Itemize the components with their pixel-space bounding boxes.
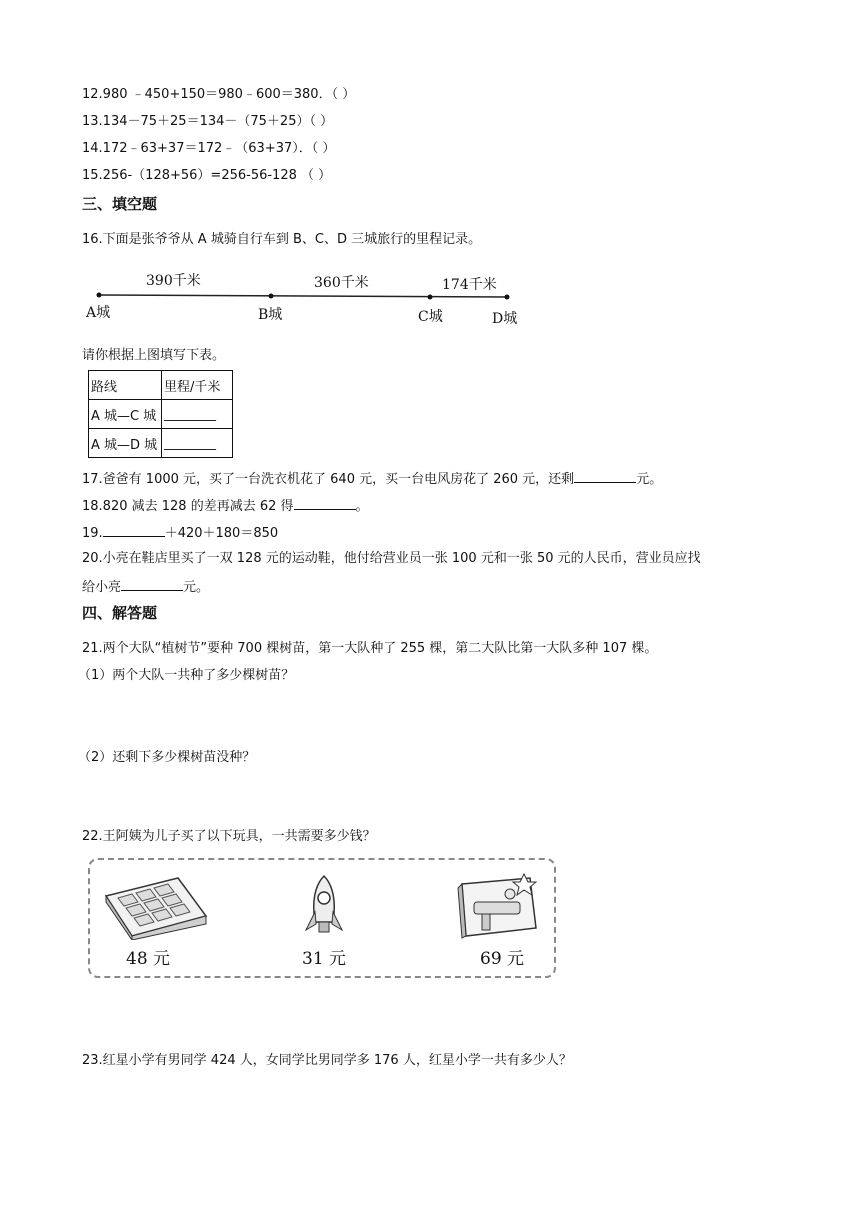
- table-cell-route: A 城—D 城: [89, 429, 162, 458]
- toy-boxed-set-icon: [456, 868, 542, 940]
- table-row: [89, 429, 233, 458]
- question-20-line1: 20.小亮在鞋店里买了一双 128 元的运动鞋，他付给营业员一张 100 元和一张 50 元的人民币，营业员应找: [82, 551, 701, 566]
- segment-ab-label: 390千米: [146, 273, 201, 289]
- city-b-label: B城: [258, 307, 283, 323]
- question-21-part1: （1）两个大队一共种了多少棵树苗？: [78, 668, 295, 683]
- route-table: [88, 370, 233, 458]
- question-17: [82, 469, 662, 489]
- answer-blank[interactable]: [103, 523, 165, 537]
- city-d-label: D城: [492, 311, 518, 327]
- question-21-part2: （2）还剩下多少棵树苗没种？: [78, 750, 256, 765]
- city-point-c: [428, 295, 433, 300]
- question-19-expression: ＋420＋180＝850: [164, 526, 279, 541]
- city-c-label: C城: [418, 309, 443, 325]
- question-19: [82, 523, 278, 543]
- table-cell-blank[interactable]: ________: [162, 429, 233, 458]
- city-point-a: [97, 293, 102, 298]
- answer-blank[interactable]: [574, 469, 636, 483]
- puzzle-price: 48 元: [126, 949, 171, 969]
- question-14: 14.172﹣63+37＝172﹣（63+37）．（ ）: [82, 141, 336, 156]
- question-16: 16.下面是张爷爷从 A 城骑自行车到 B、C、D 三城旅行的里程记录。: [82, 232, 482, 247]
- question-18: [82, 496, 369, 516]
- table-header-row: [89, 371, 233, 400]
- answer-blank[interactable]: [294, 496, 356, 510]
- question-21: 21.两个大队“植树节”要种 700 棵树苗，第一大队种了 255 棵，第二大队比第一大队多种 107 棵。: [82, 641, 658, 656]
- question-20-line2: [82, 577, 209, 597]
- table-cell-route: A 城—C 城: [89, 400, 162, 429]
- question-18-text: 18.820 减去 128 的差再减去 62 得: [82, 499, 294, 514]
- answer-blank[interactable]: [121, 577, 183, 591]
- question-20-unit: 元。: [183, 580, 210, 595]
- toy-price-panel: [88, 858, 556, 978]
- segment-cd-label: 174千米: [442, 277, 497, 293]
- table-row: [89, 400, 233, 429]
- puzzle-board-icon: [102, 872, 210, 940]
- question-18-end: 。: [355, 499, 369, 514]
- city-point-b: [269, 294, 274, 299]
- toy-rocket-icon: [302, 874, 346, 940]
- rocket-price: 31 元: [302, 949, 347, 969]
- table-cell-blank[interactable]: ________: [162, 400, 233, 429]
- question-19-number: 19.: [82, 526, 103, 541]
- question-17-text: 17.爸爸有 1000 元，买了一台洗衣机花了 640 元，买一台电风房花了 260 元，还剩: [82, 472, 575, 487]
- city-a-label: A城: [86, 305, 111, 321]
- question-23: 23.红星小学有男同学 424 人，女同学比男同学多 176 人，红星小学一共有多少人？: [82, 1053, 572, 1068]
- toy-set-price: 69 元: [480, 949, 525, 969]
- city-point-d: [505, 295, 510, 300]
- question-17-unit: 元。: [636, 472, 663, 487]
- section-fill-in-title: 三、填空题: [82, 195, 158, 213]
- question-12: 12.980 ﹣450+150＝980﹣600＝380．（ ）: [82, 87, 356, 102]
- route-line: [99, 295, 507, 297]
- table-instruction: 请你根据上图填写下表。: [82, 348, 226, 363]
- question-22: 22.王阿姨为儿子买了以下玩具，一共需要多少钱？: [82, 829, 376, 844]
- question-15: 15.256-（128+56）=256-56-128 （ ）: [82, 168, 332, 183]
- question-20-text: 给小亮: [82, 580, 122, 595]
- segment-bc-label: 360千米: [314, 275, 369, 291]
- table-header-distance: 里程/千米: [162, 371, 233, 400]
- question-13: 13.134－75＋25＝134－（75＋25）（ ）: [82, 114, 334, 129]
- section-answer-title: 四、解答题: [82, 604, 158, 622]
- distance-diagram: [82, 264, 542, 330]
- table-header-route: 路线: [89, 371, 162, 400]
